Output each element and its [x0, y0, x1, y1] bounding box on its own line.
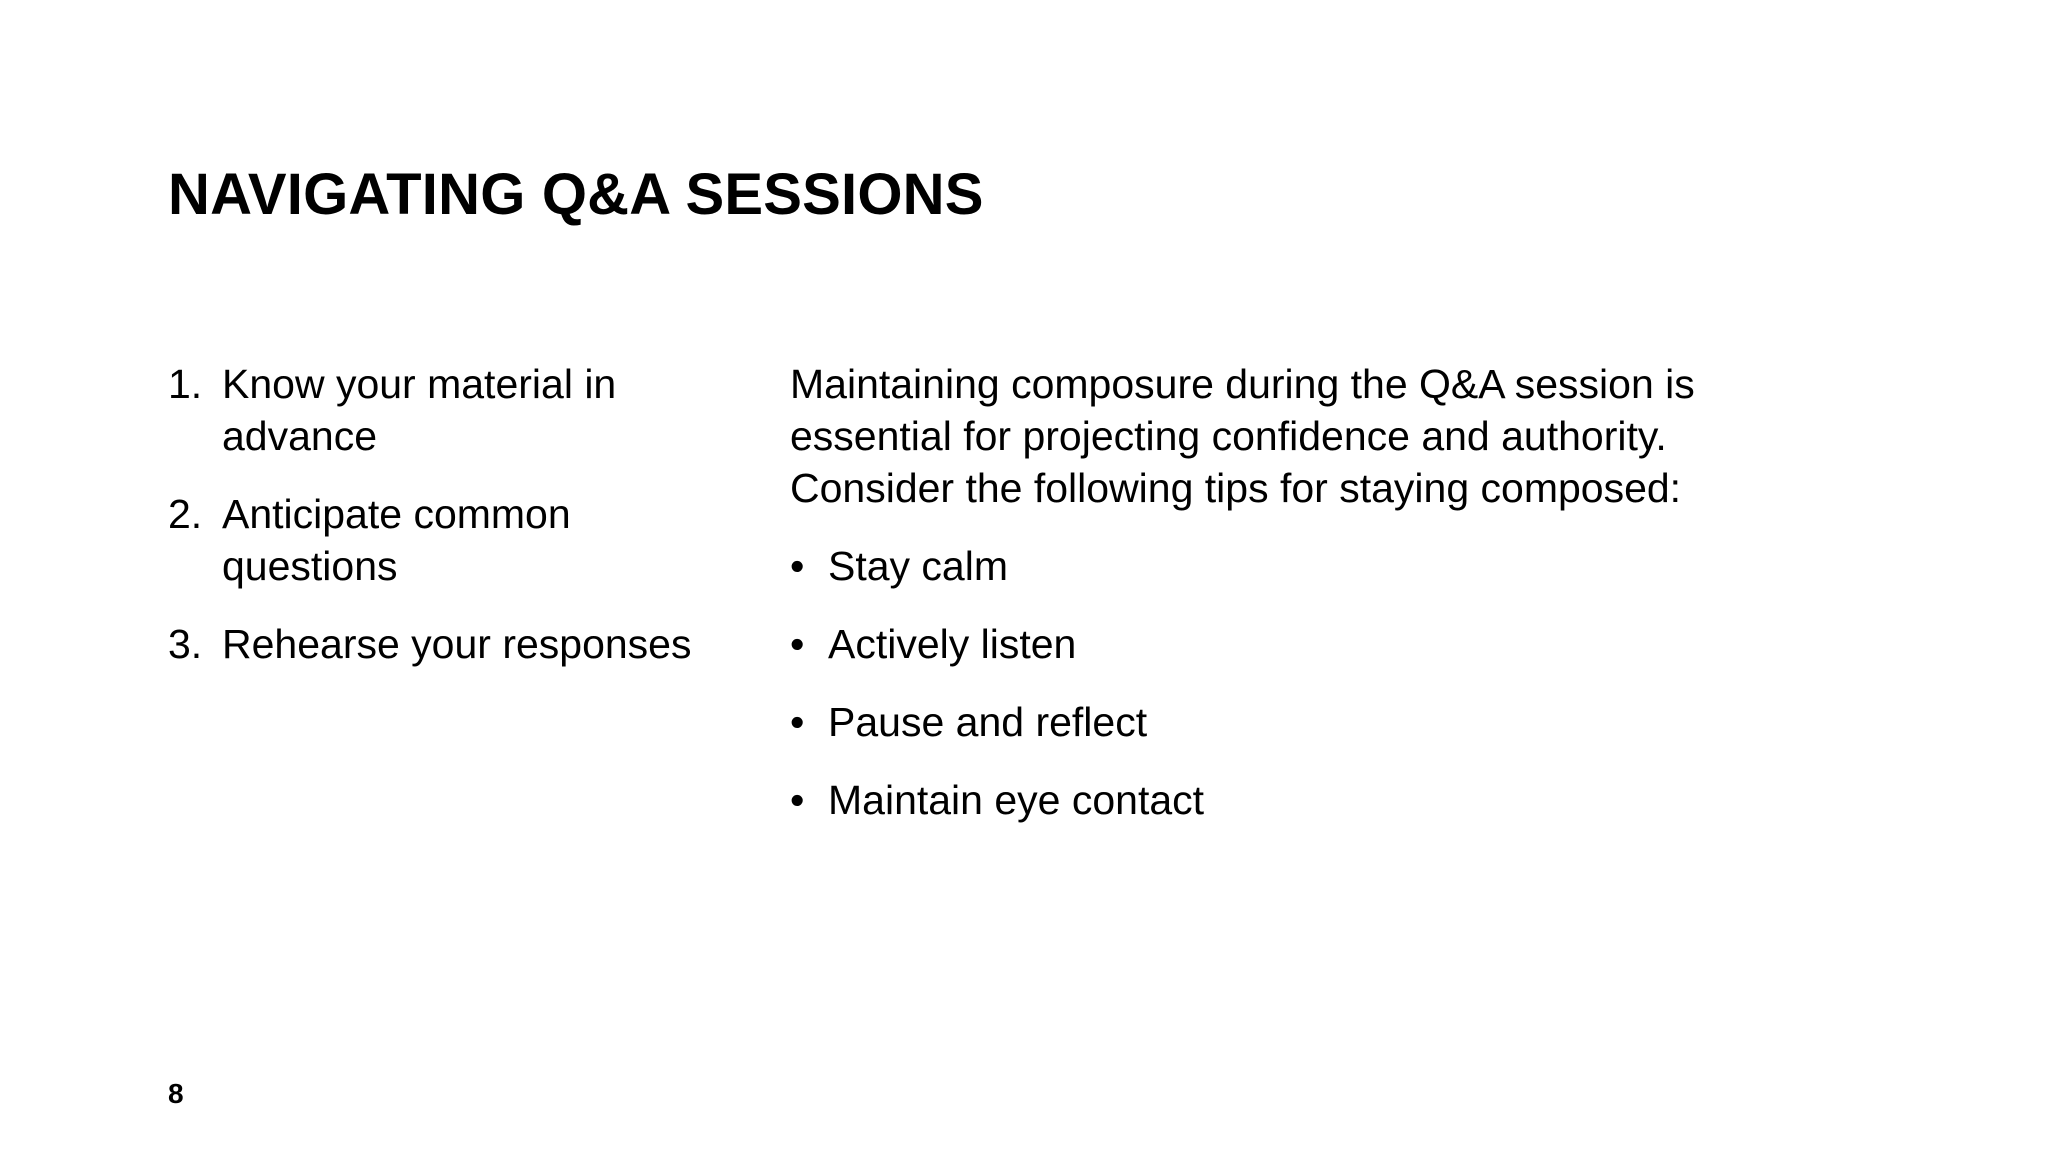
composure-tips: [790, 358, 1840, 852]
list-number: 3.: [168, 621, 203, 667]
list-item-text: Anticipate common questions: [222, 491, 571, 589]
bullet-item: [790, 618, 1840, 670]
bullet-icon: •: [790, 621, 805, 667]
bullet-icon: •: [790, 699, 805, 745]
numbered-list: [168, 358, 698, 696]
bullet-text: Stay calm: [828, 543, 1008, 589]
bullet-icon: •: [790, 543, 805, 589]
page-number: 8: [168, 1078, 184, 1109]
list-number: 2.: [168, 491, 203, 537]
list-item: [168, 358, 698, 462]
bullet-icon: •: [790, 777, 805, 823]
list-number: 1.: [168, 361, 203, 407]
bullet-list: [790, 540, 1840, 826]
bullet-item: [790, 540, 1840, 592]
bullet-text: Pause and reflect: [828, 699, 1148, 745]
bullet-text: Actively listen: [828, 621, 1077, 667]
list-item: [168, 488, 698, 592]
list-item-text: Rehearse your responses: [222, 621, 692, 667]
bullet-item: [790, 774, 1840, 826]
bullet-item: [790, 696, 1840, 748]
list-item-text: Know your material in advance: [222, 361, 617, 459]
intro-paragraph: Maintaining composure during the Q&A session is essential for projecting confidence and authority. Consider the following tips for staying composed:: [790, 361, 1695, 511]
slide-title: NAVIGATING Q&A SESSIONS: [168, 162, 984, 227]
list-item: [168, 618, 698, 670]
bullet-text: Maintain eye contact: [828, 777, 1205, 823]
